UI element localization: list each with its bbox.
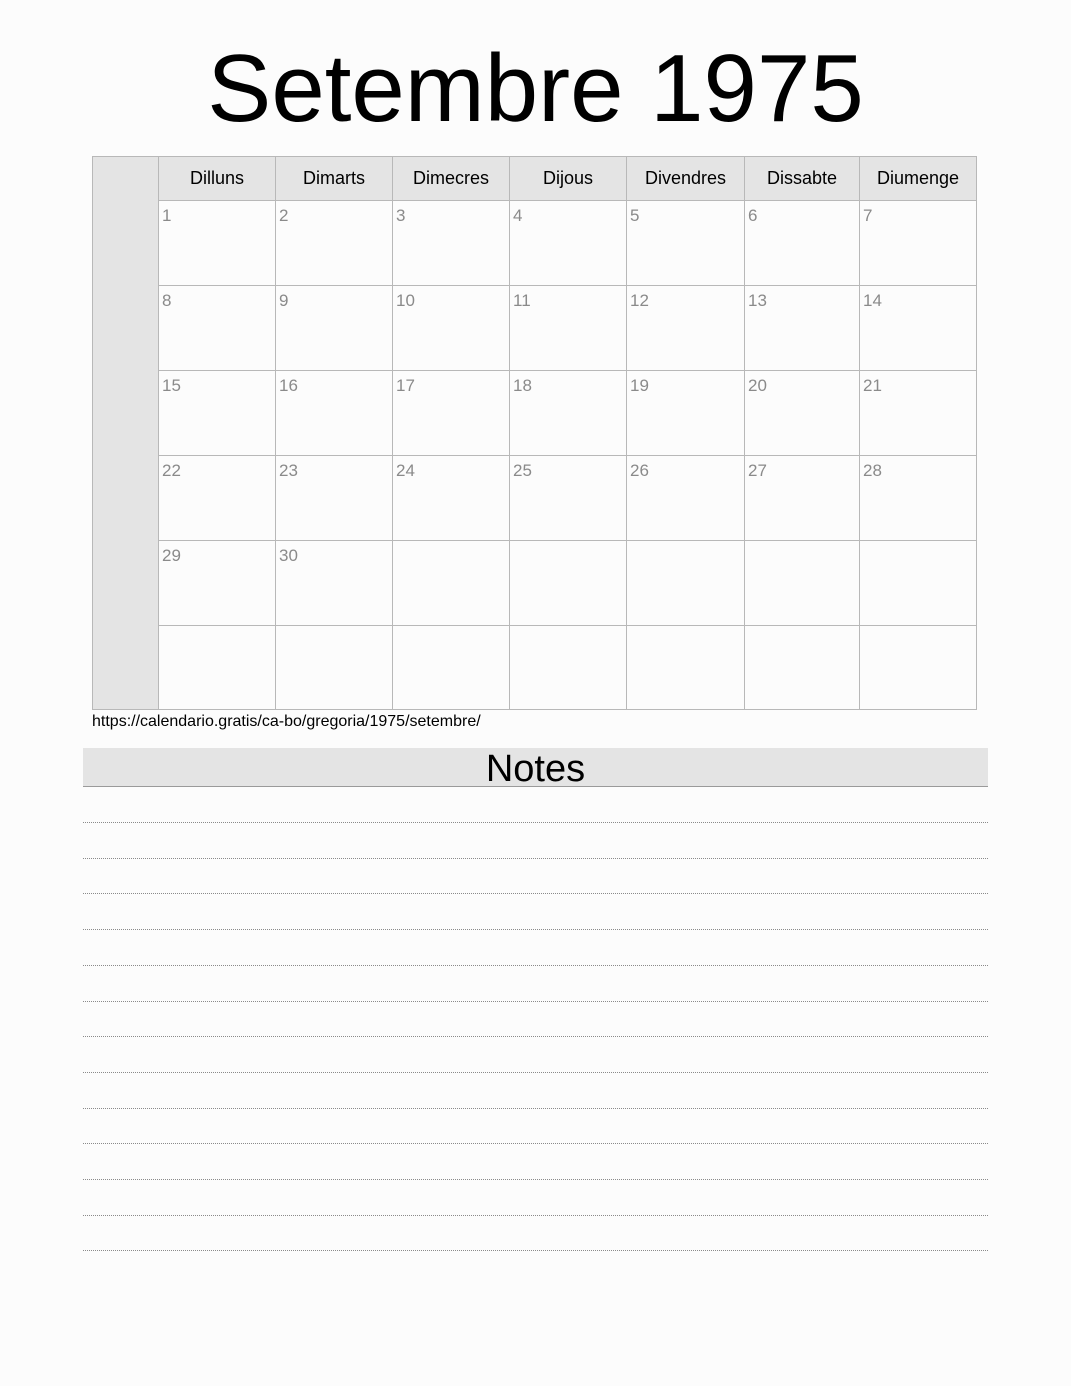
day-number: 17 xyxy=(396,376,415,395)
day-cell[interactable] xyxy=(393,456,510,540)
day-number: 29 xyxy=(162,546,181,565)
day-grid xyxy=(159,201,976,709)
note-line xyxy=(83,1072,988,1073)
day-number: 4 xyxy=(513,206,523,225)
day-cell[interactable] xyxy=(745,456,860,540)
day-cell[interactable] xyxy=(159,371,276,455)
day-cell[interactable] xyxy=(159,286,276,370)
day-cell[interactable] xyxy=(627,286,745,370)
day-number: 5 xyxy=(630,206,640,225)
day-cell[interactable] xyxy=(276,286,393,370)
day-number: 25 xyxy=(513,461,532,480)
day-cell[interactable] xyxy=(510,456,627,540)
day-number: 13 xyxy=(748,291,767,310)
day-number: 26 xyxy=(630,461,649,480)
day-cell[interactable] xyxy=(510,541,627,625)
day-cell[interactable] xyxy=(276,626,393,709)
day-cell[interactable] xyxy=(159,201,276,285)
day-number: 6 xyxy=(748,206,758,225)
day-number: 21 xyxy=(863,376,882,395)
day-number: 20 xyxy=(748,376,767,395)
day-cell[interactable] xyxy=(276,201,393,285)
day-cell[interactable] xyxy=(159,626,276,709)
day-cell[interactable] xyxy=(745,626,860,709)
note-line xyxy=(83,965,988,966)
day-cell[interactable] xyxy=(510,371,627,455)
day-number: 14 xyxy=(863,291,882,310)
calendar-grid xyxy=(92,156,977,710)
day-cell[interactable] xyxy=(860,541,976,625)
day-number: 23 xyxy=(279,461,298,480)
weekday-header: Diumenge xyxy=(876,168,960,188)
note-line xyxy=(83,858,988,859)
note-line xyxy=(83,929,988,930)
day-number: 12 xyxy=(630,291,649,310)
week-row xyxy=(159,371,976,456)
day-number: 16 xyxy=(279,376,298,395)
note-line xyxy=(83,1001,988,1002)
day-cell[interactable] xyxy=(860,286,976,370)
note-line xyxy=(83,1143,988,1144)
day-cell[interactable] xyxy=(276,541,393,625)
note-line xyxy=(83,893,988,894)
page-title: Setembre 1975 xyxy=(207,35,864,142)
day-number: 15 xyxy=(162,376,181,395)
day-cell[interactable] xyxy=(393,626,510,709)
weekday-header: Dijous xyxy=(510,157,627,200)
day-cell[interactable] xyxy=(393,286,510,370)
day-cell[interactable] xyxy=(393,201,510,285)
day-number: 22 xyxy=(162,461,181,480)
day-number: 11 xyxy=(513,291,531,310)
week-row xyxy=(159,201,976,286)
day-number: 3 xyxy=(396,206,406,225)
day-cell[interactable] xyxy=(276,371,393,455)
day-number: 9 xyxy=(279,291,289,310)
week-number-column xyxy=(93,157,159,709)
day-cell[interactable] xyxy=(745,201,860,285)
day-cell[interactable] xyxy=(627,541,745,625)
weekday-header: Dilluns xyxy=(159,157,276,200)
day-number: 30 xyxy=(279,546,298,565)
note-line xyxy=(83,1179,988,1180)
note-line xyxy=(83,1215,988,1216)
day-number: 7 xyxy=(863,206,873,225)
day-cell[interactable] xyxy=(627,371,745,455)
day-number: 8 xyxy=(162,291,172,310)
day-cell[interactable] xyxy=(745,541,860,625)
week-row xyxy=(159,456,976,541)
day-number: 1 xyxy=(162,206,172,225)
day-number: 24 xyxy=(396,461,415,480)
weekday-header: Dimecres xyxy=(393,157,510,200)
day-number: 10 xyxy=(396,291,415,310)
day-cell[interactable] xyxy=(393,371,510,455)
day-number: 28 xyxy=(863,461,882,480)
note-line xyxy=(83,822,988,823)
day-cell[interactable] xyxy=(860,456,976,540)
note-line xyxy=(83,1108,988,1109)
day-cell[interactable] xyxy=(860,201,976,285)
day-cell[interactable] xyxy=(627,201,745,285)
weekday-header: Divendres xyxy=(627,157,745,200)
week-row xyxy=(159,541,976,626)
source-url: https://calendario.gratis/ca-bo/gregoria/1975/setembre/ xyxy=(92,713,481,730)
note-line xyxy=(83,1250,988,1251)
day-cell[interactable] xyxy=(860,371,976,455)
weekday-header: Dissabte xyxy=(745,157,860,200)
day-number: 2 xyxy=(279,206,289,225)
weekday-header-row xyxy=(159,157,976,201)
day-cell[interactable] xyxy=(745,371,860,455)
weekday-header: Dimarts xyxy=(276,157,393,200)
day-number: 18 xyxy=(513,376,532,395)
day-cell[interactable] xyxy=(510,201,627,285)
notes-heading: Notes xyxy=(83,748,988,787)
day-cell[interactable] xyxy=(627,456,745,540)
day-cell[interactable] xyxy=(510,626,627,709)
day-cell[interactable] xyxy=(276,456,393,540)
day-cell[interactable] xyxy=(393,541,510,625)
day-cell[interactable] xyxy=(745,286,860,370)
day-cell[interactable] xyxy=(510,286,627,370)
week-row xyxy=(159,626,976,709)
note-line xyxy=(83,1036,988,1037)
day-cell[interactable] xyxy=(627,626,745,709)
day-cell[interactable] xyxy=(159,541,276,625)
week-row xyxy=(159,286,976,371)
day-cell[interactable] xyxy=(159,456,276,540)
day-number: 19 xyxy=(630,376,649,395)
day-number: 27 xyxy=(748,461,767,480)
day-cell[interactable] xyxy=(860,626,976,709)
